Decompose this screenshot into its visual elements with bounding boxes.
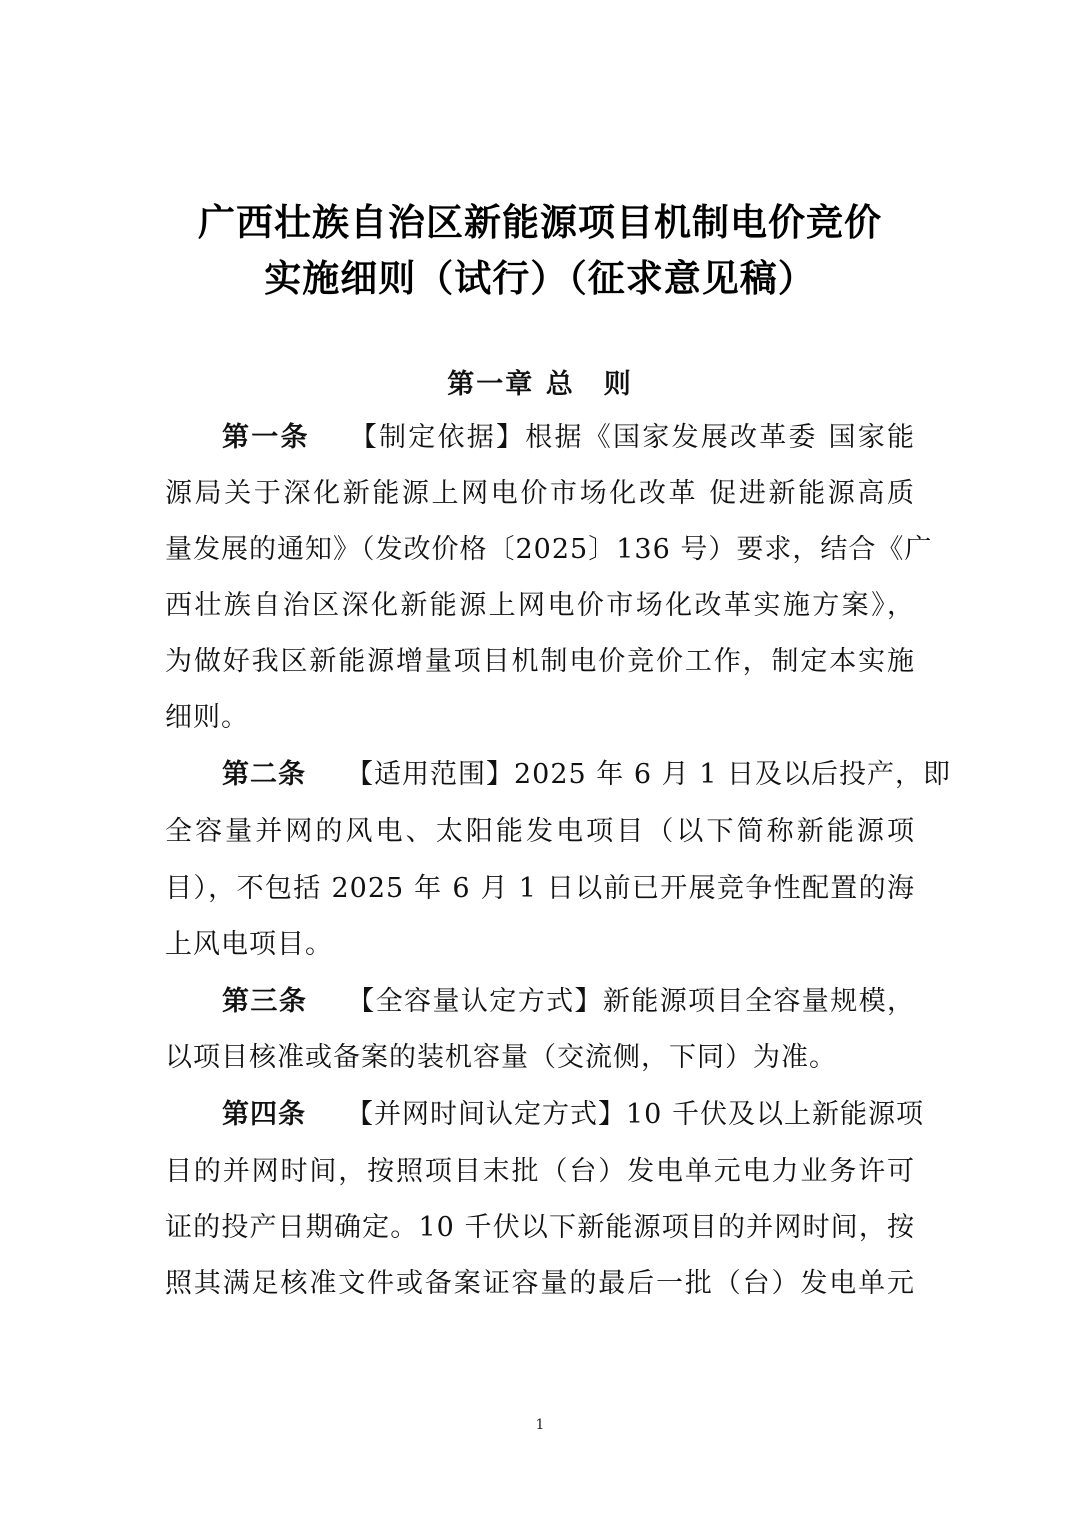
article-4-line-4: 照其满足核准文件或备案证容量的最后一批（台）发电单元: [165, 1268, 915, 1299]
article-4-line-3: 证的投产日期确定。10 千伏以下新能源项目的并网时间，按: [165, 1212, 915, 1243]
article-3-label: 第三条: [222, 986, 308, 1017]
page-number: 1: [535, 1417, 545, 1433]
article-2-text-1: 【适用范围】2025 年 6 月 1 日及以后投产，即: [346, 759, 951, 790]
article-4-line-1: [165, 1095, 924, 1135]
article-1-line-6: 细则。: [165, 702, 249, 733]
article-1-line-1: [165, 418, 915, 458]
article-4-line-2: 目的并网时间，按照项目末批（台）发电单元电力业务许可: [165, 1156, 915, 1187]
article-4-label: 第四条: [222, 1099, 306, 1130]
article-4-text-1: 【并网时间认定方式】10 千伏及以上新能源项: [346, 1099, 924, 1130]
article-1-line-3: 量发展的通知》（发改价格〔2025〕136 号）要求，结合《广: [165, 534, 933, 565]
article-2-label: 第二条: [222, 759, 306, 790]
chapter-heading: 第一章 总 则: [447, 369, 633, 400]
article-2-line-1: [165, 755, 951, 795]
document-title-line-2: 实施细则（试行）（征求意见稿）: [264, 257, 816, 300]
article-1-text-1: 【制定依据】根据《国家发展改革委 国家能: [349, 422, 916, 453]
article-2-line-2: 全容量并网的风电、太阳能发电项目（以下简称新能源项: [165, 816, 915, 847]
article-1-line-5: 为做好我区新能源增量项目机制电价竞价工作，制定本实施: [165, 646, 915, 677]
article-2-line-4: 上风电项目。: [165, 929, 333, 960]
article-3-line-1: [165, 982, 915, 1022]
article-3-line-2: 以项目核准或备案的装机容量（交流侧，下同）为准。: [165, 1042, 837, 1073]
article-2-line-3: 目），不包括 2025 年 6 月 1 日以前已开展竞争性配置的海: [165, 873, 915, 904]
article-3-text-1: 【全容量认定方式】新能源项目全容量规模，: [347, 986, 916, 1017]
document-title-line-1: 广西壮族自治区新能源项目机制电价竞价: [198, 201, 882, 244]
article-1-line-4: 西壮族自治区深化新能源上网电价市场化改革实施方案》，: [165, 590, 915, 621]
article-1-label: 第一条: [222, 422, 310, 453]
article-1-line-2: 源局关于深化新能源上网电价市场化改革 促进新能源高质: [165, 478, 915, 509]
